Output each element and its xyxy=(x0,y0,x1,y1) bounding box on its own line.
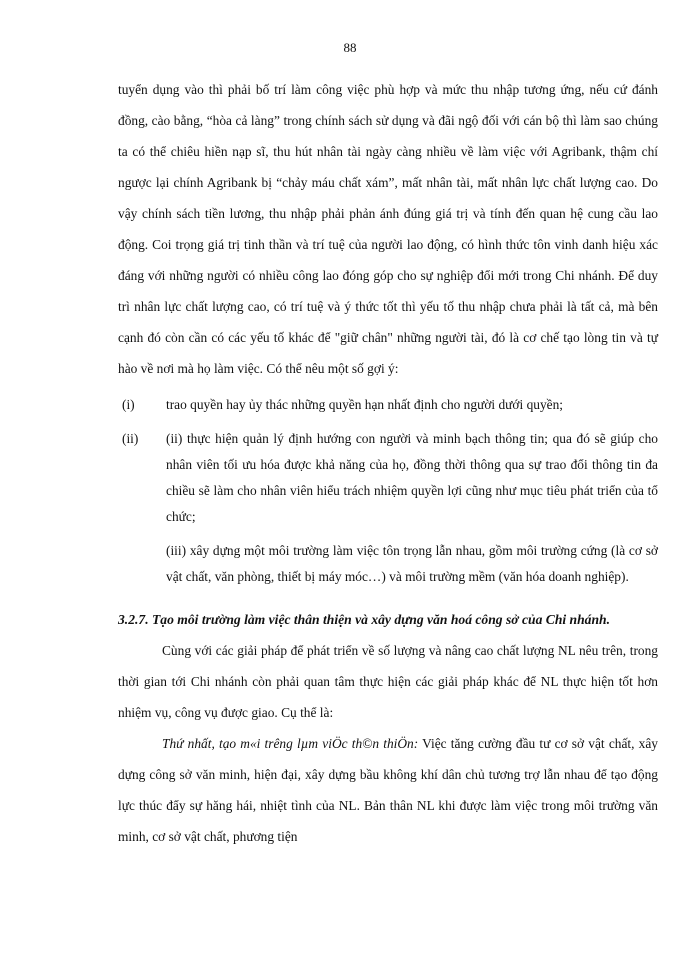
list-item xyxy=(118,538,658,590)
list-item xyxy=(118,426,658,530)
section-heading: 3.2.7. Tạo môi trường làm việc thân thiện và xây dựng văn hoá công sở của Chi nhánh. xyxy=(118,612,610,627)
section-paragraph: Cùng với các giải pháp để phát triển về số lượng và nâng cao chất lượng NL nêu trên, trong thời gian tới Chi nhánh còn phải quan tâm thực hiện các giải pháp khác để NL thực hiện tốt hơn nhiệm vụ, công vụ được giao. Cụ thể là: xyxy=(118,643,658,720)
list-item xyxy=(118,392,658,418)
page-number: 88 xyxy=(343,40,357,55)
first-point-paragraph xyxy=(118,728,658,852)
intro-paragraph: tuyển dụng vào thì phải bố trí làm công việc phù hợp và mức thu nhập tương ứng, nếu cứ đánh đồng, cào bằng, “hòa cả làng” trong chính sách sử dụng và đãi ngộ đối với cán bộ thì làm sao chúng ta có thể chiêu hiền nạp sĩ, thu hút nhân tài ngày càng nhiều về làm việc với Agribank, thậm chí ngược lại chính Agribank bị “chảy máu chất xám”, mất nhân tài, mất nhân lực chất lượng cao. Do vậy chính sách tiền lương, thu nhập phải phản ánh đúng giá trị và tính đến quan hệ cung cầu lao động. Coi trọng giá trị tinh thần và trí tuệ của người lao động, có hình thức tôn vinh danh hiệu xác đáng với những người có nhiều công lao đóng góp cho sự nghiệp đổi mới trong Chi nhánh. Để duy trì nhân lực chất lượng cao, có trí tuệ và ý thức tốt thì yếu tố thu nhập chưa phải là tất cả, mà bên cạnh đó còn cần có các yếu tố khác để "giữ chân" những người tài, đó là cơ chế tạo lòng tin và tự hào về nơi mà họ làm việc. Có thể nêu một số gợi ý: xyxy=(118,82,658,376)
list-marker xyxy=(118,538,166,590)
list-marker: (i) xyxy=(122,397,135,412)
list-marker: (ii) xyxy=(122,431,139,446)
list-item-text: trao quyền hay ủy thác những quyền hạn nhất định cho người dưới quyền; xyxy=(166,397,564,412)
list-item-text: (ii) thực hiện quản lý định hướng con người và minh bạch thông tin; qua đó sẽ giúp cho nhân viên tối ưu hóa được khả năng của họ, đồng thời thông qua sự trao đổi thông tin đa chiều sẽ làm cho nhân viên hiểu trách nhiệm quyền lợi cũng như mục tiêu phát triển của tổ chức; xyxy=(166,431,658,524)
list-item-text: (iii) xây dựng một môi trường làm việc tôn trọng lẫn nhau, gồm môi trường cứng (là cơ sở vật chất, văn phòng, thiết bị máy móc…) và môi trường mềm (văn hóa doanh nghiệp). xyxy=(166,543,658,584)
document-body xyxy=(118,74,658,852)
first-point-text: Việc tăng cường đầu tư cơ sở vật chất, xây dựng công sở văn minh, hiện đại, xây dựng bầu không khí dân chủ tương trợ lẫn nhau để tạo động lực thúc đẩy sự hăng hái, nhiệt tình của NL. Bản thân NL khi được làm việc trong môi trường văn minh, cơ sở vật chất, phương tiện xyxy=(118,736,659,844)
first-point-lead: Thứ nhất, tạo m«i trêng lµm viÖc th©n thiÖn: xyxy=(162,736,419,751)
